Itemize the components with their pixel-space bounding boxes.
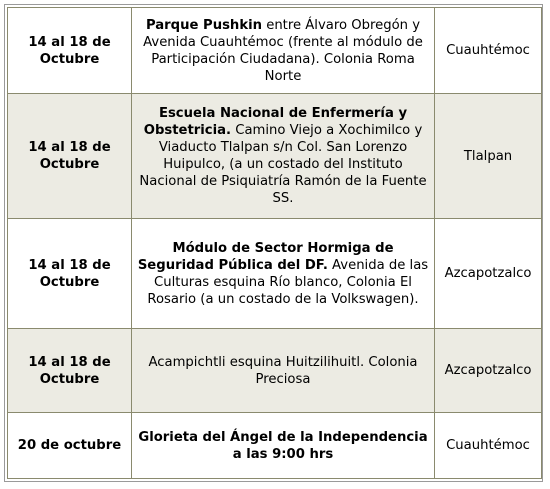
location-name: Parque Pushkin bbox=[145, 17, 263, 33]
location-cell bbox=[132, 94, 435, 219]
date-cell: 14 al 18 de Octubre bbox=[8, 219, 132, 329]
schedule-table bbox=[7, 7, 542, 479]
date-cell: 14 al 18 de Octubre bbox=[8, 94, 132, 219]
borough-cell: Tlalpan bbox=[435, 94, 542, 219]
location-cell bbox=[132, 8, 435, 94]
location-name: Escuela Nacional de Enfermería y Obstetricia. bbox=[143, 106, 408, 138]
location-detail: entre Álvaro Obregón y Avenida Cuauhtémoc (frente al módulo de Participación Ciudadana). Colonia Roma Norte bbox=[143, 17, 423, 84]
location-cell bbox=[132, 329, 435, 413]
borough-cell: Cuauhtémoc bbox=[435, 413, 542, 479]
location-cell bbox=[132, 413, 435, 479]
location-name: Módulo de Sector Hormiga de Seguridad Pública del DF. bbox=[137, 240, 394, 273]
date-cell: 14 al 18 de Octubre bbox=[8, 8, 132, 94]
location-name: Glorieta del Ángel de la Independencia a las 9:00 hrs bbox=[138, 429, 428, 462]
borough-cell: Cuauhtémoc bbox=[435, 8, 542, 94]
table-row bbox=[8, 94, 542, 219]
table-row bbox=[8, 219, 542, 329]
table-row bbox=[8, 413, 542, 479]
location-detail: Avenida de las Culturas esquina Río blanco, Colonia El Rosario (a un costado de la Volkswagen). bbox=[147, 257, 429, 307]
borough-cell: Azcapotzalco bbox=[435, 219, 542, 329]
borough-cell: Azcapotzalco bbox=[435, 329, 542, 413]
table-row bbox=[8, 8, 542, 94]
date-cell: 20 de octubre bbox=[8, 413, 132, 479]
location-detail: Acampichtli esquina Huitzilihuitl. Colonia Preciosa bbox=[148, 354, 418, 387]
table-row bbox=[8, 329, 542, 413]
date-cell: 14 al 18 de Octubre bbox=[8, 329, 132, 413]
location-detail: Camino Viejo a Xochimilco y Viaducto Tlalpan s/n Col. San Lorenzo Huipulco, (a un costado del Instituto Nacional de Psiquiatría Ramón de la Fuente SS. bbox=[139, 123, 427, 206]
location-cell bbox=[132, 219, 435, 329]
